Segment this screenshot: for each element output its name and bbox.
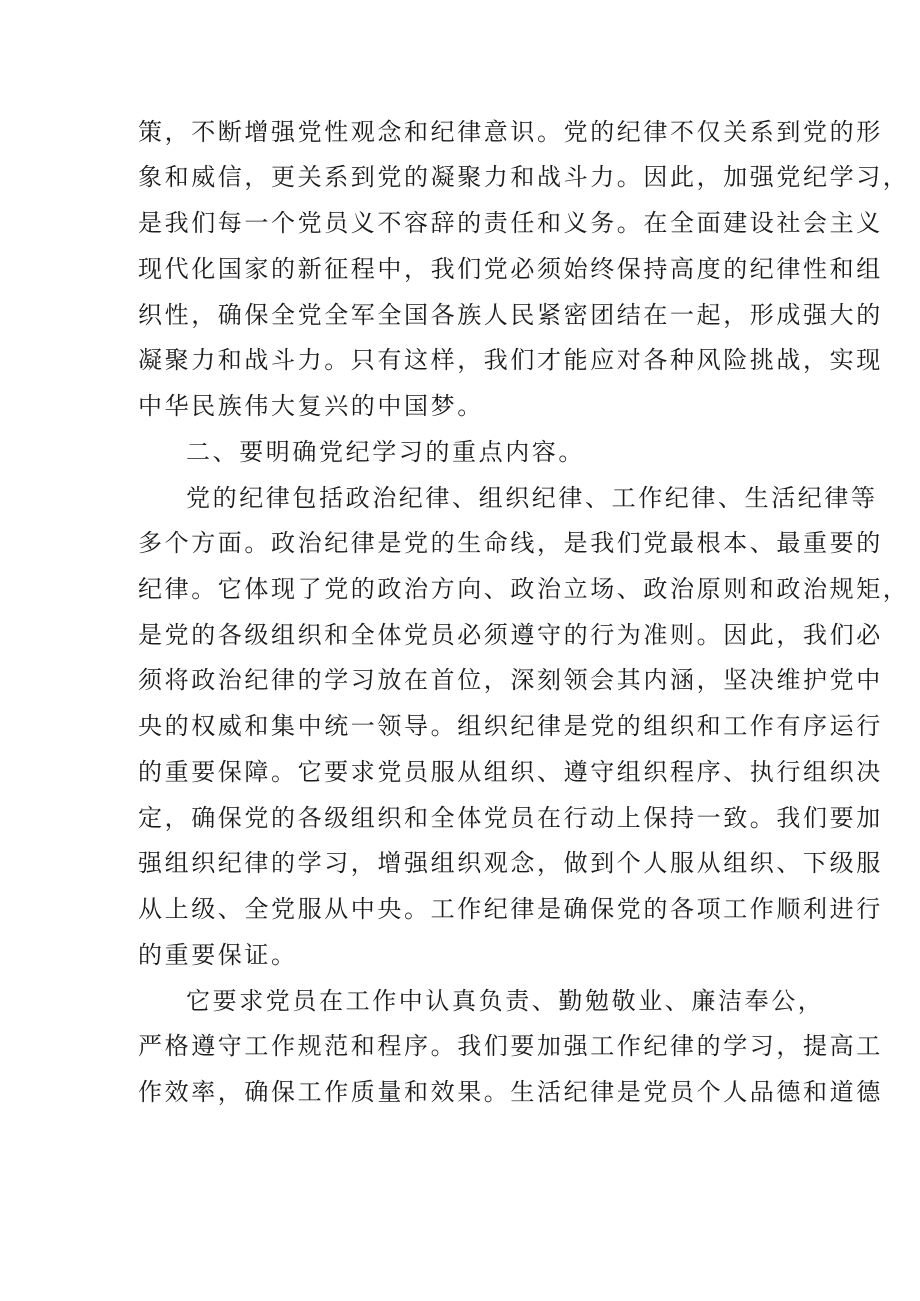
paragraph-2-line-10: 从上级、全党服从中央。工作纪律是确保党的各项工作顺利进行 [138, 895, 883, 923]
paragraph-3-line-2: 严格遵守工作规范和程序。我们要加强工作纪律的学习，提高工 [138, 1032, 883, 1060]
paragraph-1-line-2: 象和威信，更关系到党的凝聚力和战斗力。因此，加强党纪学习， [138, 163, 910, 191]
paragraph-3-line-3: 作效率，确保工作质量和效果。生活纪律是党员个人品德和道德 [138, 1078, 883, 1106]
paragraph-2-line-9: 强组织纪律的学习，增强组织观念，做到个人服从组织、下级服 [138, 849, 883, 877]
paragraph-1-line-5: 织性，确保全党全军全国各族人民紧密团结在一起，形成强大的 [138, 301, 883, 329]
paragraph-2-line-1: 党的纪律包括政治纪律、组织纪律、工作纪律、生活纪律等 [186, 484, 878, 512]
paragraph-1-line-6: 凝聚力和战斗力。只有这样，我们才能应对各种风险挑战，实现 [138, 346, 883, 374]
paragraph-2-line-5: 须将政治纪律的学习放在首位，深刻领会其内涵，坚决维护党中 [138, 666, 883, 694]
paragraph-2-line-7: 的重要保障。它要求党员服从组织、遵守组织程序、执行组织决 [138, 758, 883, 786]
paragraph-2-line-11: 的重要保证。 [138, 941, 298, 969]
paragraph-2-line-2: 多个方面。政治纪律是党的生命线，是我们党最根本、最重要的 [138, 529, 883, 557]
paragraph-1-line-4: 现代化国家的新征程中，我们党必须始终保持高度的纪律性和组 [138, 255, 883, 283]
paragraph-3-line-1: 它要求党员在工作中认真负责、勤勉敬业、廉洁奉公， [186, 987, 825, 1015]
paragraph-1-line-3: 是我们每一个党员义不容辞的责任和义务。在全面建设社会主义 [138, 209, 883, 237]
paragraph-2-line-8: 定，确保党的各级组织和全体党员在行动上保持一致。我们要加 [138, 804, 883, 832]
section-heading: 二、要明确党纪学习的重点内容。 [186, 438, 585, 466]
paragraph-1-line-1: 策，不断增强党性观念和纪律意识。党的纪律不仅关系到党的形 [138, 118, 883, 146]
paragraph-2-line-4: 是党的各级组织和全体党员必须遵守的行为准则。因此，我们必 [138, 621, 883, 649]
paragraph-2-line-6: 央的权威和集中统一领导。组织纪律是党的组织和工作有序运行 [138, 712, 883, 740]
paragraph-1-line-7: 中华民族伟大复兴的中国梦。 [138, 392, 484, 420]
paragraph-2-line-3: 纪律。它体现了党的政治方向、政治立场、政治原则和政治规矩， [138, 575, 910, 603]
